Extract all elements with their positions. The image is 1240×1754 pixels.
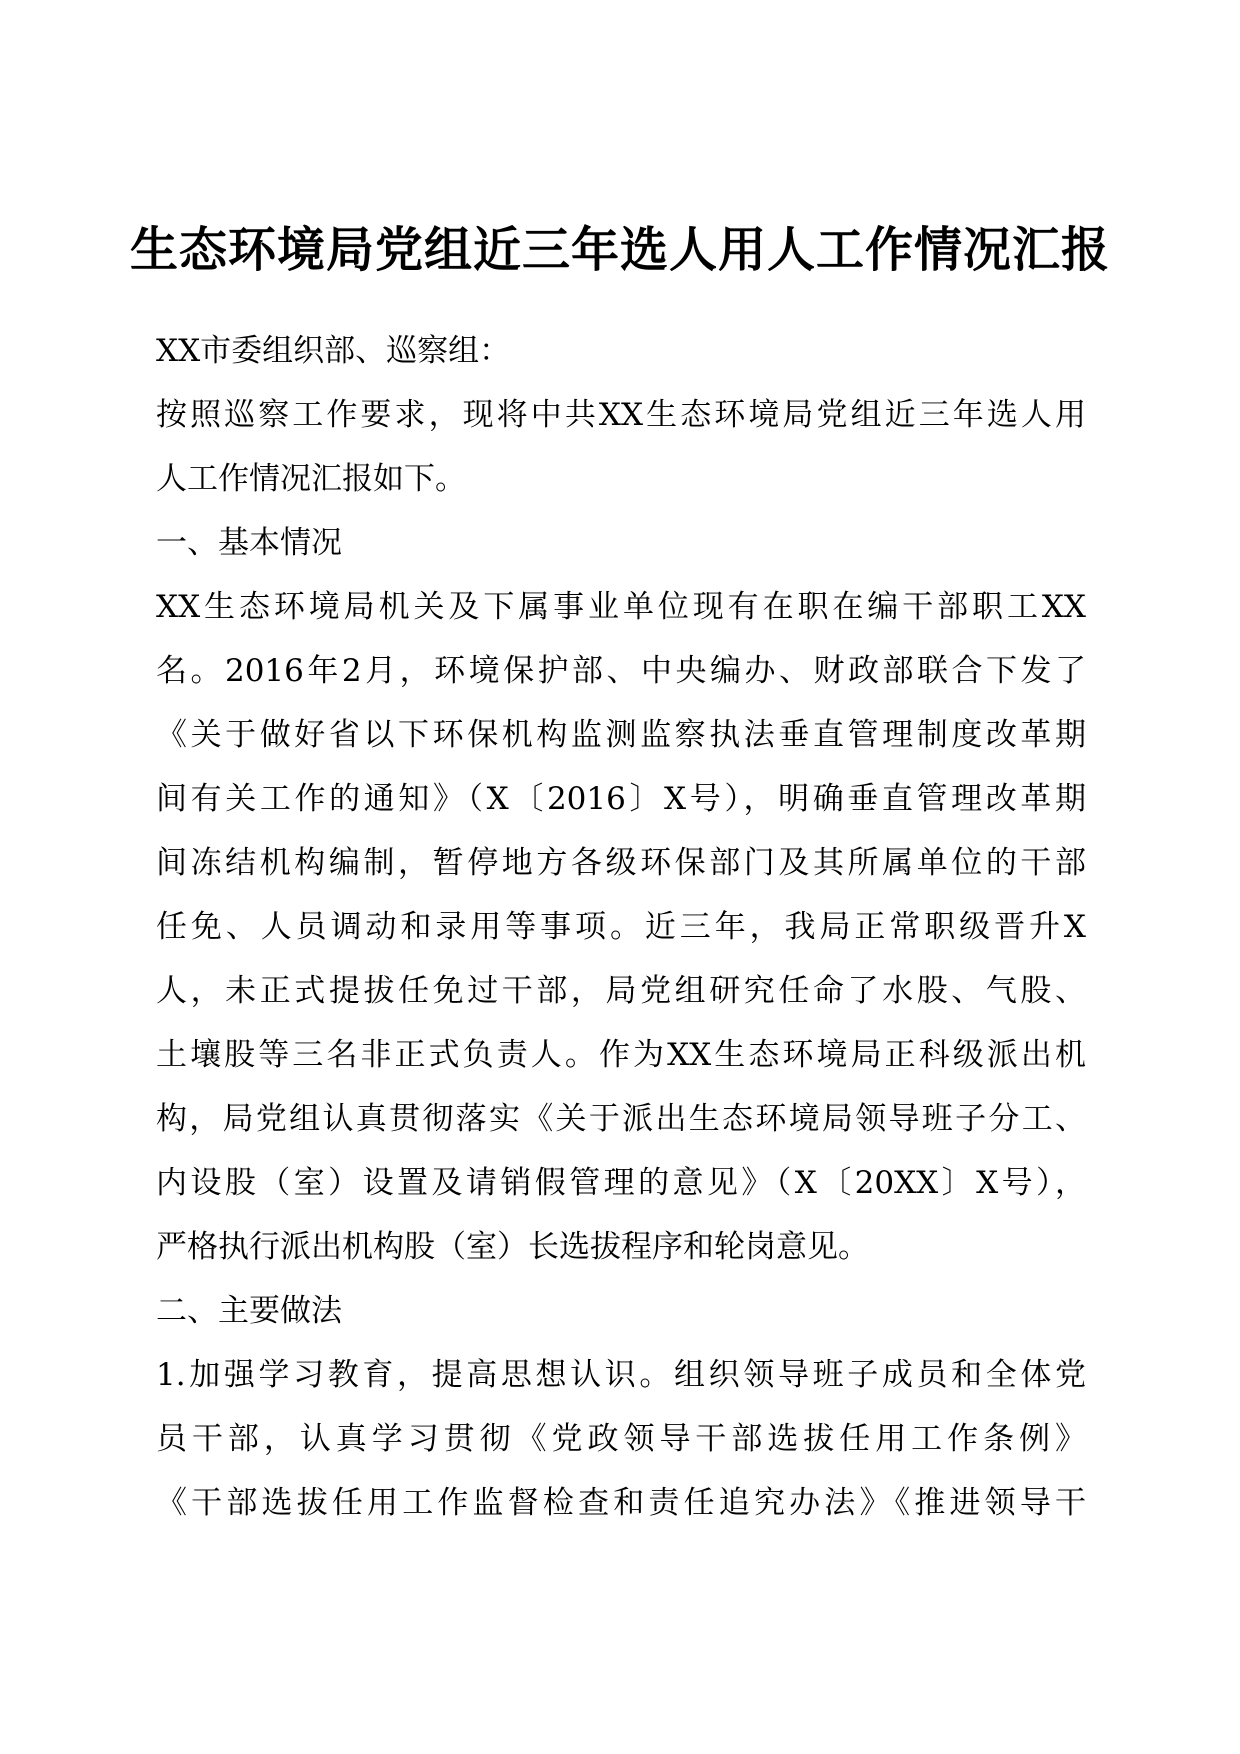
body-line: 土壤股等三名非正式负责人。作为XX生态环境局正科级派出机 <box>156 1037 1086 1073</box>
body-line: 内设股（室）设置及请销假管理的意见》（X〔20XX〕X号）， <box>156 1165 1086 1201</box>
document-body <box>156 319 1086 1535</box>
body-line: 员干部，认真学习贯彻《党政领导干部选拔任用工作条例》 <box>156 1421 1086 1457</box>
document-title: 生态环境局党组近三年选人用人工作情况汇报 <box>129 222 1110 278</box>
body-line: 间有关工作的通知》（X〔2016〕X号），明确垂直管理改革期 <box>156 781 1086 817</box>
body-line: 人工作情况汇报如下。 <box>156 461 466 497</box>
body-line: 一、基本情况 <box>156 525 342 561</box>
body-line: 《关于做好省以下环保机构监测监察执法垂直管理制度改革期 <box>156 717 1086 753</box>
body-line: 严格执行派出机构股（室）长选拔程序和轮岗意见。 <box>156 1229 869 1265</box>
body-line: 1.加强学习教育，提高思想认识。组织领导班子成员和全体党 <box>156 1357 1086 1393</box>
body-line: 任免、人员调动和录用等事项。近三年，我局正常职级晋升X <box>156 909 1086 945</box>
body-line: XX生态环境局机关及下属事业单位现有在职在编干部职工XX <box>156 589 1086 625</box>
body-line: XX市委组织部、巡察组： <box>156 333 511 369</box>
body-line: 构，局党组认真贯彻落实《关于派出生态环境局领导班子分工、 <box>156 1101 1086 1137</box>
body-line: 名。2016年2月，环境保护部、中央编办、财政部联合下发了 <box>156 653 1086 689</box>
body-line: 人，未正式提拔任免过干部，局党组研究任命了水股、气股、 <box>156 973 1086 1009</box>
body-line: 《干部选拔任用工作监督检查和责任追究办法》《推进领导干 <box>156 1485 1086 1521</box>
body-line: 二、主要做法 <box>156 1293 342 1329</box>
body-line: 间冻结机构编制，暂停地方各级环保部门及其所属单位的干部 <box>156 845 1086 881</box>
body-line: 按照巡察工作要求，现将中共XX生态环境局党组近三年选人用 <box>156 397 1086 433</box>
